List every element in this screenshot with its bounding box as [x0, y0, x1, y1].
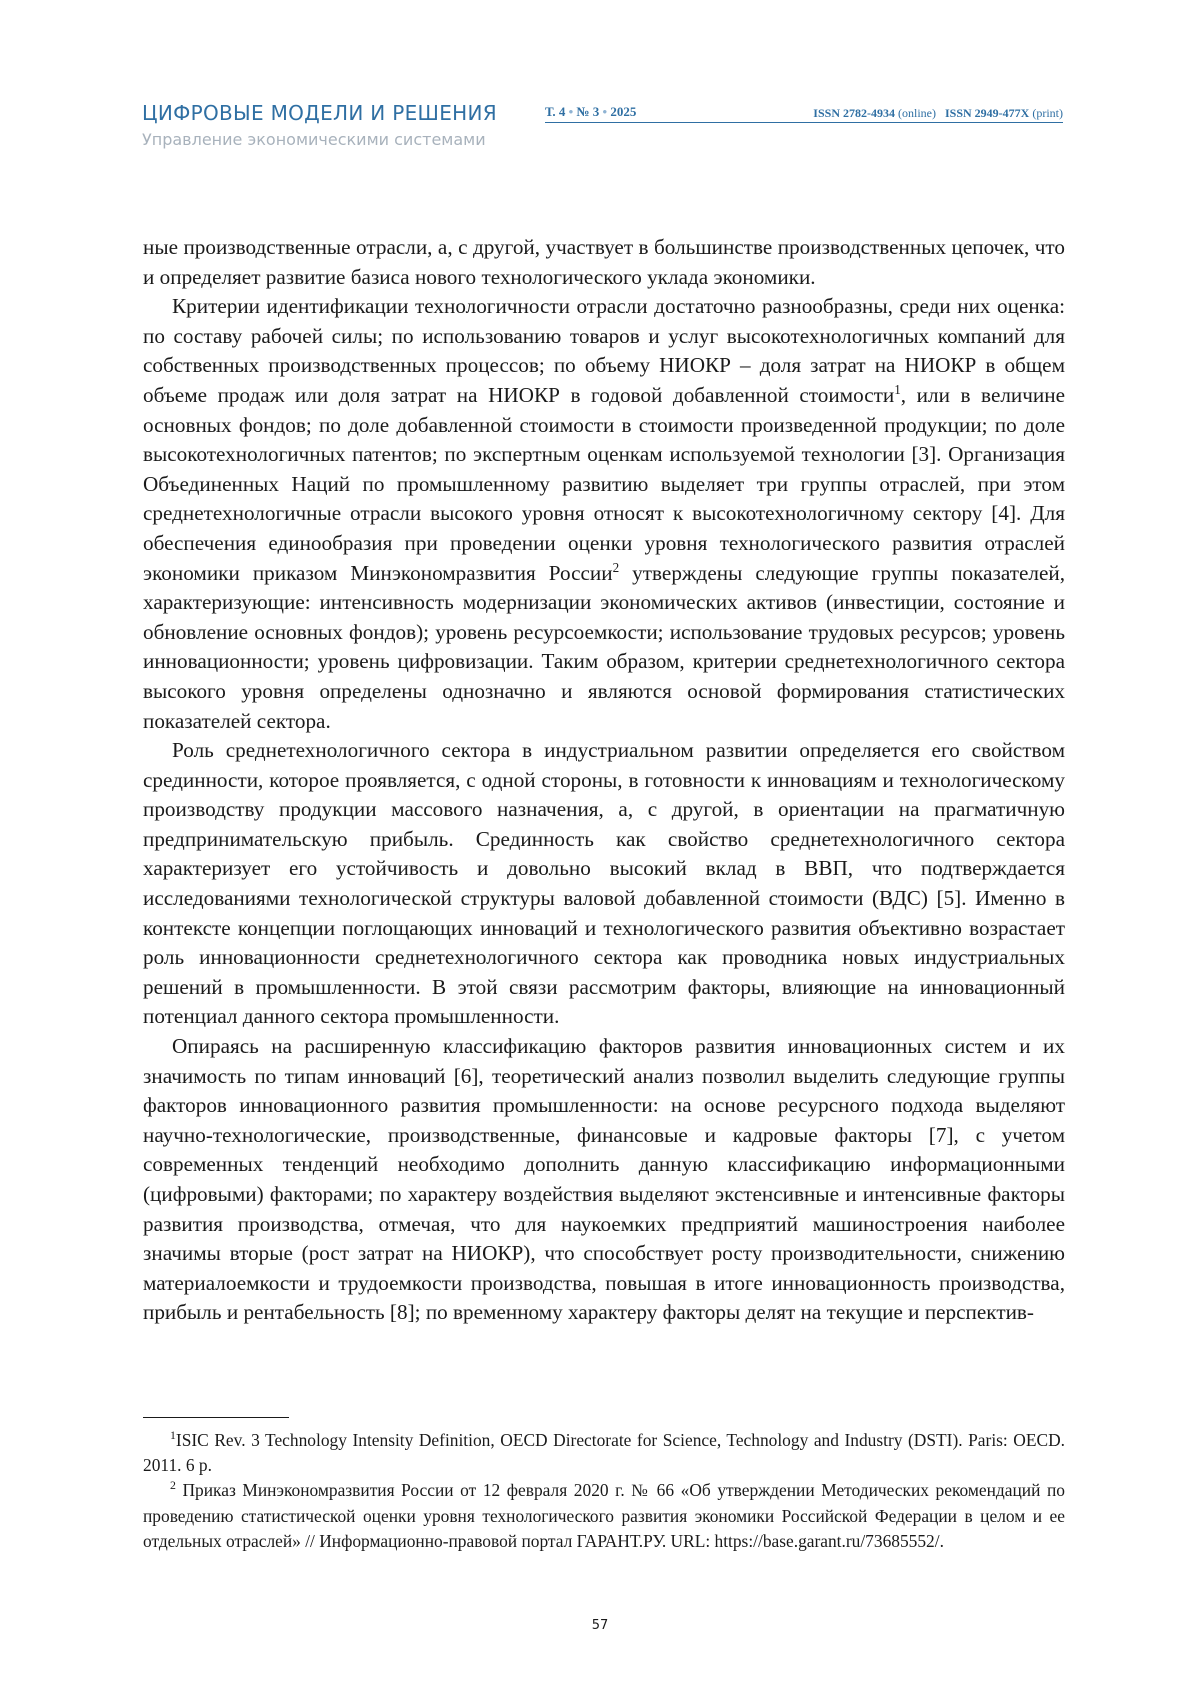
- footnote-2: [143, 1478, 1065, 1554]
- issn-print-label: (print): [1032, 106, 1063, 120]
- issue-number: № 3: [576, 104, 599, 119]
- footnote-1-text: ISIC Rev. 3 Technology Intensity Definition, OECD Directorate for Science, Technology and Industry (DSTI). Paris: OECD. 2011. 6 p.: [143, 1430, 1065, 1475]
- paragraph-2-part-b: , или в величине основных фондов; по доле добавленной стоимости в стоимости произведенной продукции; по доле высокотехнологичных патентов; по экспертным оценкам используемой технологии [3]. Организация Объединенных Наций по промышленному развитию выделяет три группы отраслей, при этом среднетехнологичные отрасли высокого уровня относят к высокотехнологичному сектору [4]. Для обеспечения единообразия при проведении оценки уровня технологического развития отраслей экономики приказом Минэкономразвития России: [143, 383, 1065, 585]
- footnote-2-mark: 2: [170, 1479, 176, 1493]
- issn-print-number: ISSN 2949-477X: [945, 106, 1029, 120]
- issue-year: 2025: [610, 104, 636, 119]
- paragraph-2-part-a: Критерии идентификации технологичности отрасли достаточно разнообразны, среди них оценка: по составу рабочей силы; по использованию товаров и услуг высокотехнологичных компаний для собственных производственных процессов; по объему НИОКР – доля затрат на НИОКР в общем объеме продаж или доля затрат на НИОКР в годовой добавленной стоимости: [143, 294, 1065, 407]
- issue-info-line: [545, 104, 1063, 123]
- paragraph-1: ные производственные отрасли, а, с другой, участвует в большинстве производственных цепочек, что и определяет развитие базиса нового технологического уклада экономики.: [143, 233, 1065, 292]
- footnote-divider: [143, 1417, 289, 1418]
- page-number: 57: [0, 1618, 1200, 1633]
- separator-dot: •: [603, 104, 608, 119]
- paragraph-2-part-c: утверждены следующие группы показателей, характеризующие: интенсивность модернизации экономических активов (инвестиции, состояние и обновление основных фондов); уровень ресурсоемкости; использование трудовых ресурсов; уровень инновационности; уровень цифровизации. Таким образом, критерии среднетехнологичного сектора высокого уровня определены однозначно и являются основой формирования статистических показателей сектора.: [143, 561, 1065, 733]
- article-body: [143, 233, 1065, 1328]
- separator-dot: •: [569, 104, 574, 119]
- footnote-ref-1[interactable]: 1: [894, 382, 901, 397]
- volume: Т. 4: [545, 104, 565, 119]
- footnote-ref-2[interactable]: 2: [613, 559, 620, 574]
- footnotes: [143, 1428, 1065, 1554]
- footnote-1-mark: 1: [170, 1428, 176, 1442]
- paragraph-2: [143, 292, 1065, 736]
- footnote-2-text: Приказ Минэкономразвития России от 12 февраля 2020 г. № 66 «Об утверждении Методических рекомендаций по проведению статистической оценки уровня технологического развития экономики Российской Федерации в целом и ее отдельных отраслей» // Информационно-правовой портал ГАРАНТ.РУ. URL: https://base.garant.ru/73685552/.: [143, 1480, 1065, 1550]
- paragraph-4: Опираясь на расширенную классификацию факторов развития инновационных систем и их значимость по типам инноваций [6], теоретический анализ позволил выделить следующие группы факторов инновационного развития промышленности: на основе ресурсного подхода выделяют научно-технологические, производственные, финансовые и кадровые факторы [7], с учетом современных тенденций необходимо дополнить данную классификацию информационными (цифровыми) факторами; по характеру воздействия выделяют экстенсивные и интенсивные факторы развития производства, отмечая, что для наукоемких предприятий машиностроения наиболее значимы вторые (рост затрат на НИОКР), что способствует росту производительности, снижению материалоемкости и трудоемкости производства, повышая в итоге инновационность производства, прибыль и рентабельность [8]; по временному характеру факторы делят на текущие и перспектив-: [143, 1032, 1065, 1328]
- issn-online-number: ISSN 2782-4934: [813, 106, 895, 120]
- issue-info: [545, 104, 636, 120]
- paragraph-3: Роль среднетехнологичного сектора в индустриальном развитии определяется его свойством срединности, которое проявляется, с одной стороны, в готовности к инновациям и технологическому производству продукции массового назначения, а, с другой, в ориентации на прагматичную предпринимательскую прибыль. Срединность как свойство среднетехнологичного сектора характеризует его устойчивость и довольно высокий вклад в ВВП, что подтверждается исследованиями технологической структуры валовой добавленной стоимости (ВДС) [5]. Именно в контексте концепции поглощающих инноваций и технологического развития объективно возрастает роль инновационности среднетехнологичного сектора как проводника новых индустриальных решений в промышленности. В этой связи рассмотрим факторы, влияющие на инновационный потенциал данного сектора промышленности.: [143, 736, 1065, 1032]
- journal-title: ЦИФРОВЫЕ МОДЕЛИ И РЕШЕНИЯ: [142, 101, 497, 125]
- journal-subtitle: Управление экономическими системами: [142, 130, 486, 149]
- issn-info: [813, 106, 1063, 121]
- issn-online-label: (online): [898, 106, 936, 120]
- footnote-1: [143, 1428, 1065, 1478]
